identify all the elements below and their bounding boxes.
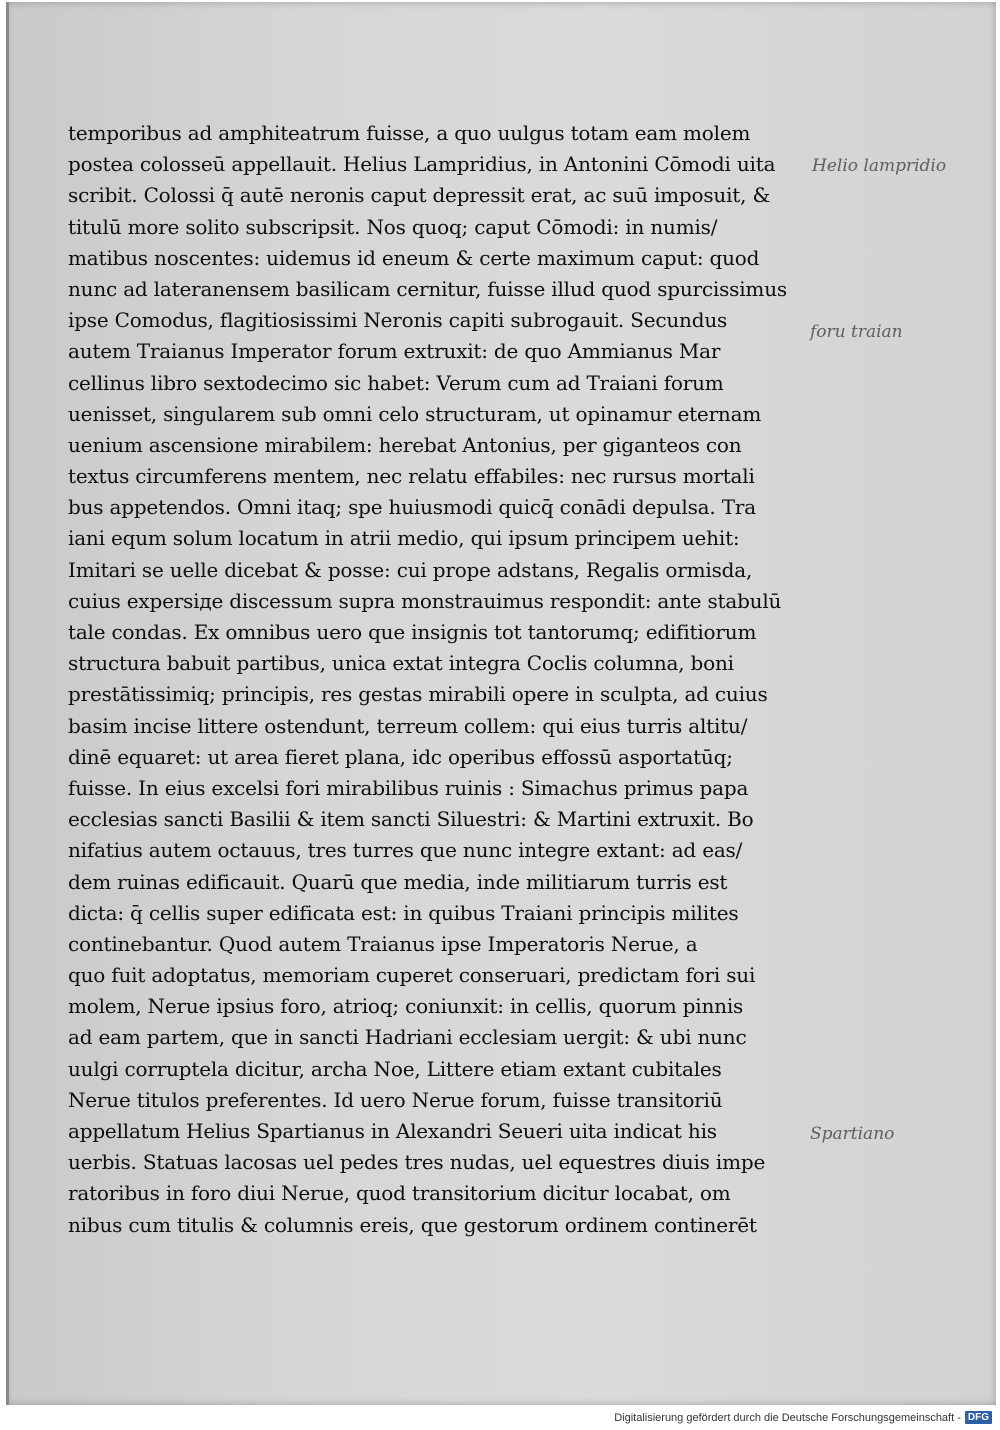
text-line: fuisse. In eius excelsi fori mirabilibus ruinis : Simachus primus papa bbox=[68, 775, 749, 800]
text-line: dem ruinas edificauit. Quarū que media, inde militiarum turris est bbox=[68, 869, 728, 894]
text-line: uulgi corruptela dicitur, archa Noe, Littere etiam extant cubitales bbox=[68, 1056, 722, 1081]
text-line: ad eam partem, que in sancti Hadriani ecclesiam uergit: & ubi nunc bbox=[68, 1025, 747, 1050]
text-line: tale condas. Ex omnibus uero que insignis tot tantorumq; edifitiorum bbox=[68, 620, 757, 644]
digitization-credit-footer bbox=[614, 1411, 992, 1424]
text-line: appellatum Helius Spartianus in Alexandri Seueri uita indicat his bbox=[68, 1119, 717, 1143]
text-line: ratoribus in foro diui Nerue, quod transitorium dicitur locabat, om bbox=[68, 1181, 731, 1206]
text-line: structura babuit partibus, unica extat integra Coclis columna, boni bbox=[68, 651, 734, 676]
text-line: Nerue titulos preferentes. Id uero Nerue forum, fuisse transitoriū bbox=[68, 1087, 723, 1112]
marginal-note-foru-traian: foru traian bbox=[810, 322, 903, 342]
text-line: uenisset, singularem sub omni celo structuram, ut opinamur eternam bbox=[68, 401, 762, 426]
footer-credit-text: Digitalisierung gefördert durch die Deutsche Forschungsgemeinschaft - bbox=[614, 1411, 961, 1424]
text-line: basim incise littere ostendunt, terreum collem: qui eius turris altitu/ bbox=[68, 713, 748, 738]
text-line: molem, Nerue ipsius foro, atrioq; coniunxit: in cellis, quorum pinnis bbox=[68, 994, 744, 1019]
text-line: Imitari se uelle dicebat & posse: cui prope adstans, Regalis ormisda, bbox=[68, 557, 753, 582]
text-line: cellinus libro sextodecimo sic habet: Verum cum ad Traiani forum bbox=[68, 370, 724, 395]
text-line: uenium ascensione mirabilem: herebat Antonius, per giganteos con bbox=[68, 432, 742, 457]
text-line: iani equm solum locatum in atrii medio, qui ipsum principem uehit: bbox=[68, 526, 740, 551]
text-line: quo fuit adoptatus, memoriam cuperet conseruari, predictam fori sui bbox=[68, 963, 756, 988]
marginal-note-spartiano: Spartiano bbox=[810, 1124, 895, 1144]
text-line: uerbis. Statuas lacosas uel pedes tres nudas, uel equestres diuis impe bbox=[68, 1150, 766, 1175]
text-line: nunc ad lateranensem basilicam cernitur, fuisse illud quod spurcissimus bbox=[68, 276, 787, 301]
text-line: nifatius autem octauus, tres turres que nunc integre extant: ad eas/ bbox=[68, 838, 743, 863]
text-line: temporibus ad amphiteatrum fuisse, a quo uulgus totam eam molem bbox=[68, 121, 751, 145]
text-line: titulū more solito subscripsit. Nos quoq; caput Cōmodi: in numis/ bbox=[68, 214, 718, 239]
text-line: autem Traianus Imperator forum extruxit: de quo Ammianus Mar bbox=[68, 339, 721, 364]
text-line: bus appetendos. Omni itaq; spe huiusmodi quicq̄ conādi depulsa. Tra bbox=[68, 495, 756, 520]
text-line: dinē equaret: ut area fieret plana, idc operibus effossū asportatūq; bbox=[68, 744, 733, 769]
text-line: postea colosseū appellauit. Helius Lampridius, in Antonini Cōmodi uita bbox=[68, 152, 776, 177]
page-edge-shadow bbox=[6, 2, 9, 1405]
text-line: scribit. Colossi q̄ autē neronis caput depressit erat, ac suū imposuit, & bbox=[68, 183, 771, 208]
text-line: matibus noscentes: uidemus id eneum & certe maximum caput: quod bbox=[68, 245, 760, 270]
text-line: cuius expersiде discessum supra monstrauimus respondit: ante stabulū bbox=[68, 588, 782, 613]
text-line: continebantur. Quod autem Traianus ipse Imperatoris Nerue, a bbox=[68, 931, 698, 956]
text-line: ecclesias sancti Basilii & item sancti Siluestri: & Martini extruxit. Bo bbox=[68, 807, 754, 832]
text-line: prestātissimiq; principis, res gestas mirabili opere in sculpta, ad cuius bbox=[68, 682, 768, 707]
text-line: ipse Comodus, flagitiosissimi Neronis capiti subrogauit. Secundus bbox=[68, 308, 728, 333]
text-line: nibus cum titulis & columnis ereis, que gestorum ordinem continerēt bbox=[68, 1212, 757, 1237]
main-text-block bbox=[68, 118, 808, 1241]
text-line: textus circumferens mentem, nec relatu effabiles: nec rursus mortali bbox=[68, 464, 755, 489]
marginal-note-helio-lampridio: Helio lampridio bbox=[812, 156, 947, 176]
dfg-logo-icon: DFG bbox=[965, 1411, 992, 1424]
text-line: dicta: q̄ cellis super edificata est: in quibus Traiani principis milites bbox=[68, 900, 739, 925]
